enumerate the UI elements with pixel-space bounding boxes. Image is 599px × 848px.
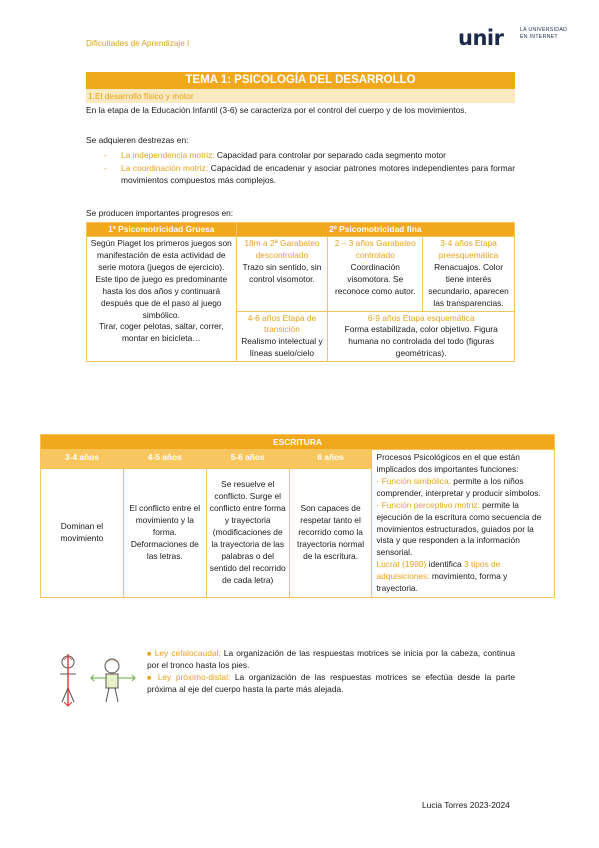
skills-lead: Se adquieren destrezas en: <box>86 135 189 145</box>
year-header: 6 años <box>289 450 372 469</box>
escritura-cell: Dominan el movimiento <box>41 468 124 597</box>
fina-stage-cell: 18m a 2ª Garabateo descontrolado Trazo sin sentido, sin control visomotor. <box>236 237 328 312</box>
fina-stage-cell: 3-4 años Etapa preesquemática Renacuajos. Color tiene interés secundario, aparecen las transparencias. <box>423 237 515 312</box>
list-item: ■ Ley cefalocaudal: La organización de las respuestas motrices se inicia por la cabeza, continua por el tronco hasta los pies. <box>147 648 515 670</box>
fina-stage-cell: 6-9 años Etapa esquemática Forma estabilizada, color objetivo. Figura humana no controlada del todo (figuras geométricas). <box>328 311 515 362</box>
child-figure-left-icon <box>60 654 76 706</box>
procesos-cell: Procesos Psicológicos en el que están implicados dos importantes funciones: - Función simbólica: permite a los niños comprender, interpretar y producir símbolos. - Función perceptivo motriz: permite la ejecución de la escritura como secuencia de movimientos estructurados, guiados por la vista y que responden a la información sensorial. Lucrat (1980) identifica 3 tipos de adquisiciones: movimiento, forma y trayectoria. <box>372 450 555 598</box>
list-item: - La independencia motriz: Capacidad para controlar por separado cada segmento motor <box>104 150 446 160</box>
child-figure-right-icon <box>91 659 135 702</box>
fina-stage-cell: 2 – 3 años Garabateo controlado Coordinación visomotora. Se reconoce como autor. <box>328 237 423 312</box>
section-heading: 1.El desarrollo físico y motor <box>86 89 515 103</box>
page-title: TEMA 1: PSICOLOGÍA DEL DESARROLLO <box>86 72 515 89</box>
skills-list <box>104 150 515 187</box>
footer-author: Lucia Torres 2023-2024 <box>422 800 510 810</box>
fina-stage-cell: 4-6 años Etapa de transición Realismo intelectual y líneas suelo/cielo <box>236 311 328 362</box>
year-header: 4-5 años <box>123 450 206 469</box>
year-header: 3-4 años <box>41 450 124 469</box>
year-header: 5-6 años <box>206 450 289 469</box>
escritura-table <box>40 434 555 598</box>
intro-paragraph: En la etapa de la Educación Infantil (3-6) se caracteriza por el control del cuerpo y de los movimientos. <box>86 105 467 115</box>
list-item: ■ Ley próximo-distal: La organización de las respuestas motrices se efectúa desde la parte próxima al eje del cuerpo hasta la parte más alejada. <box>147 671 515 694</box>
progress-lead: Se producen importantes progresos en: <box>86 208 234 218</box>
escritura-cell: Se resuelve el conflicto. Surge el conflicto entre forma y trayectoria (modificaciones de la trayectoria de las palabras o del sentido del recorrido de cada letra) <box>206 468 289 597</box>
unir-logo <box>458 24 578 52</box>
header-course: Dificultades de Aprendizaje I <box>86 39 190 48</box>
logo-subtitle: LA UNIVERSIDAD EN INTERNET <box>520 27 568 40</box>
gruesa-header: 1º Psicomotricidad Gruesa <box>87 223 237 237</box>
escritura-cell: Son capaces de respetar tanto el recorrido como la trayectoria normal de la escritura. <box>289 468 372 597</box>
escritura-cell: El conflicto entre el movimiento y la forma. Deformaciones de las letras. <box>123 468 206 597</box>
escritura-header: ESCRITURA <box>41 435 555 450</box>
logo-word: unir <box>458 26 504 50</box>
child-figures-illustration <box>50 652 140 708</box>
laws-list <box>147 648 515 696</box>
gruesa-cell: Según Piaget los primeros juegos son manifestación de esta actividad de serie motora (juegos de ejercicio). Este tipo de juego es predominante hasta los dos años y continuará después que de el paso al juego simbólico. Tirar, coger pelotas, saltar, correr, montar en bicicleta… <box>87 237 237 362</box>
psicomotricidad-table <box>86 222 515 362</box>
fina-header: 2º Psicomotricidad fina <box>236 223 514 237</box>
list-item: - La coordinación motriz: Capacidad de encadenar y asociar patrones motores independientes para formar movimientos compuestos más complejos. <box>104 162 515 185</box>
